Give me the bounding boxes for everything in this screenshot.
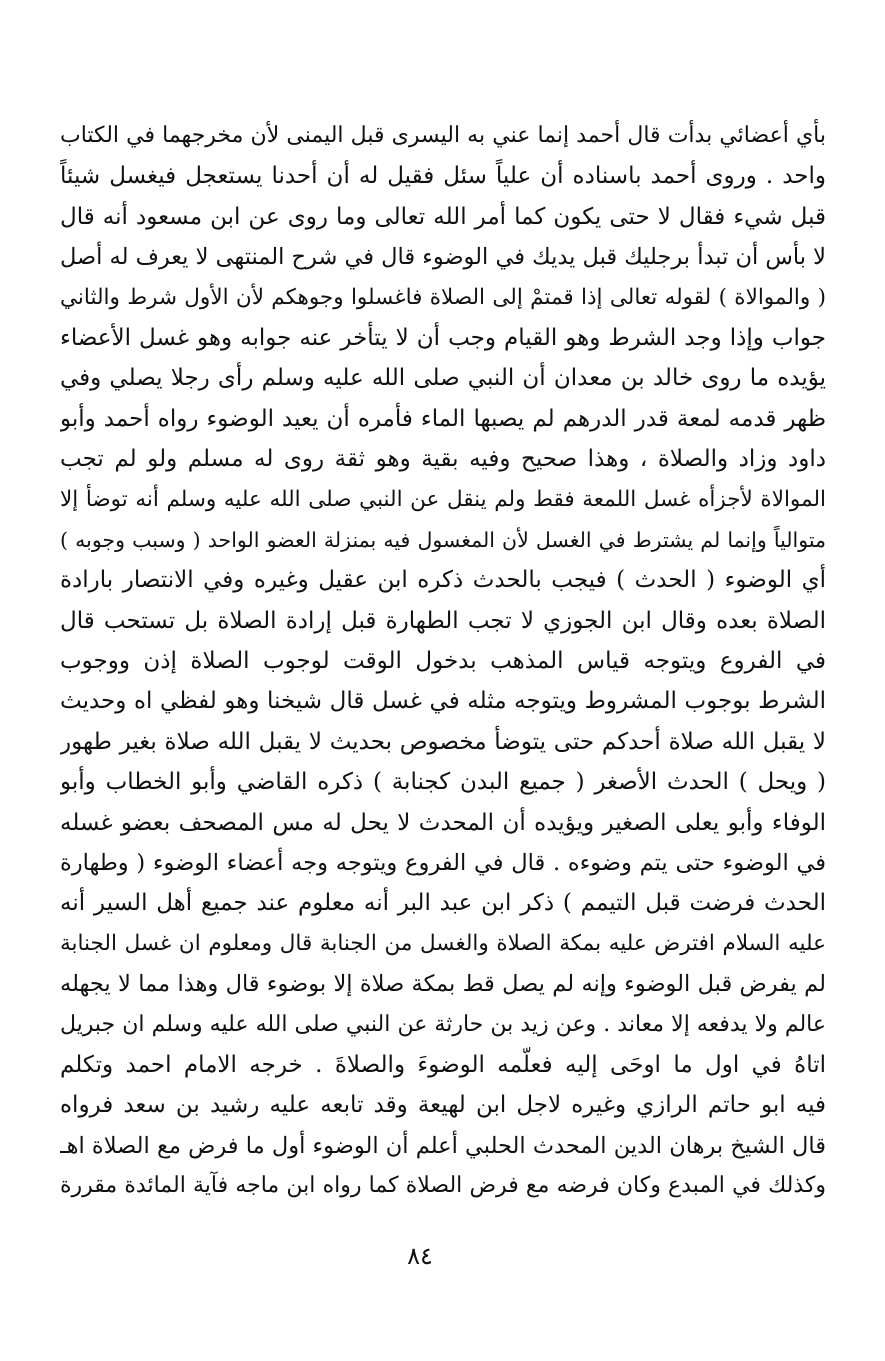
text-line: عالم ولا يدفعه إلا معاند . وعن زيد بن حارثة عن النبي صلى الله عليه وسلم ان جبريل	[60, 1011, 826, 1037]
text-line: أي الوضوء ( الحدث ) فيجب بالحدث ذكره ابن عقيل وغيره وفي الانتصار بارادة	[60, 567, 826, 594]
text-line: لم يفرض قبل الوضوء وإنه لم يصل قط بمكة صلاة إلا بوضوء قال وهذا مما لا يجهله	[60, 971, 826, 998]
text-line: الموالاة لأجزأه غسل اللمعة فقط ولم ينقل عن النبي صلى الله عليه وسلم أنه توضأ إلا	[60, 486, 826, 512]
text-line: في الوضوء حتى يتم وضوءه . قال في الفروع ويتوجه وجه أعضاء الوضوء ( وطهارة	[60, 850, 826, 877]
page-number: ٨٤	[407, 1242, 433, 1270]
text-line: الشرط بوجوب المشروط ويتوجه مثله في غسل قال شيخنا وهو لفظي اه وحديث	[60, 688, 826, 715]
text-line: وكذلك في المبدع وكان فرضه مع فرض الصلاة كما رواه ابن ماجه فآية المائدة مقررة	[60, 1173, 826, 1199]
text-line: قبل شيء فقال لا حتى يكون كما أمر الله تعالى وما روى عن ابن مسعود أنه قال	[60, 203, 826, 230]
text-line: ( ويحل ) الحدث الأصغر ( جميع البدن كجنابة ) ذكره القاضي وأبو الخطاب وأبو	[60, 769, 826, 796]
text-line: عليه السلام افترض عليه بمكة الصلاة والغسل من الجنابة قال ومعلوم ان غسل الجنابة	[60, 930, 826, 956]
text-line: يؤيده ما روى خالد بن معدان أن النبي صلى الله عليه وسلم رأى رجلا يصلي وفي	[60, 365, 826, 392]
text-line: الصلاة بعده وقال ابن الجوزي لا تجب الطهارة قبل إرادة الصلاة بل تستحب قال	[60, 607, 826, 634]
text-line: فيه ابو حاتم الرازي وغيره لاجل ابن لهيعة وقد تابعه عليه رشيد بن سعد فرواه	[60, 1092, 826, 1119]
text-line: قال الشيخ برهان الدين المحدث الحلبي أعلم أن الوضوء أول ما فرض مع الصلاة اهـ	[60, 1132, 826, 1159]
text-line: متوالياً وإنما لم يشترط في الغسل لأن المغسول فيه بمنزلة العضو الواحد ( وسبب وجوبه )	[60, 527, 826, 552]
text-line: اتاهُ في اول ما اوحَى إليه فعلّمه الوضوءَ والصلاةَ . خرجه الامام احمد وتكلم	[60, 1051, 826, 1078]
text-line: لا بأس أن تبدأ برجليك قبل يديك في الوضوء قال في شرح المنتهى لا يعرف له أصل	[60, 244, 826, 271]
text-line: بأي أعضائي بدأت قال أحمد إنما عني به اليسرى قبل اليمنى لأن مخرجهما في الكتاب	[60, 123, 826, 148]
text-line: جواب وإذا وجد الشرط وهو القيام وجب أن لا يتأخر عنه جوابه وهو غسل الأعضاء	[60, 324, 826, 351]
text-line: في الفروع ويتوجه قياس المذهب بدخول الوقت لوجوب الصلاة إذن ووجوب	[60, 648, 826, 675]
text-line: داود وزاد والصلاة ، وهذا صحيح وفيه بقية وهو ثقة روى له مسلم ولو لم تجب	[60, 446, 826, 473]
text-line: ( والموالاة ) لقوله تعالى إذا قمتمْ إلى الصلاة فاغسلوا وجوهكم لأن الأول شرط والثاني	[60, 284, 826, 310]
text-line: ظهر قدمه لمعة قدر الدرهم لم يصبها الماء فأمره أن يعيد الوضوء رواه أحمد وأبو	[60, 405, 826, 432]
text-line: لا يقبل الله صلاة أحدكم حتى يتوضأ مخصوص بحديث لا يقبل الله صلاة بغير طهور	[60, 728, 826, 755]
body-text	[60, 116, 826, 1207]
text-line: واحد . وروى أحمد باسناده أن علياً سئل فقيل له أن أحدنا يستعجل فيغسل شيئاً	[60, 163, 826, 190]
text-line: الحدث فرضت قبل التيمم ) ذكر ابن عبد البر أنه معلوم عند جميع أهل السير أنه	[60, 890, 826, 917]
text-line: الوفاء وأبو يعلى الصغير ويؤيده أن المحدث لا يحل له مس المصحف بعضو غسله	[60, 809, 826, 836]
